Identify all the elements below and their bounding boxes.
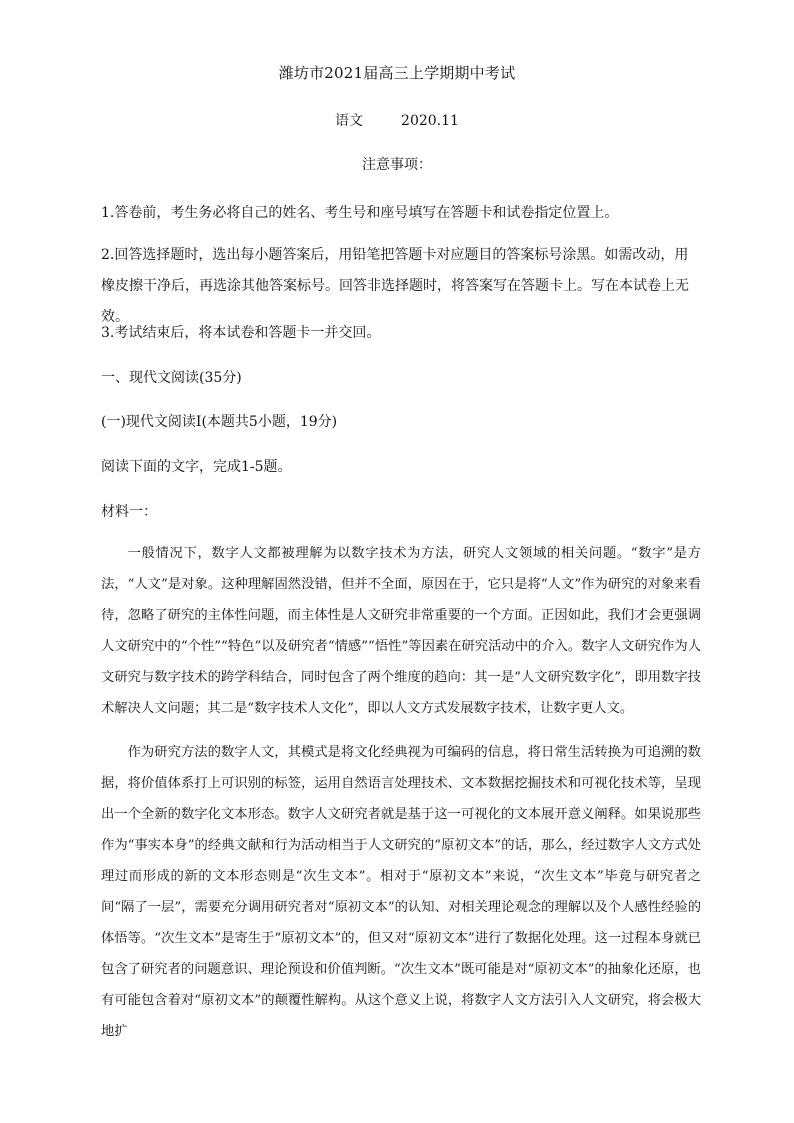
reading-prompt: 阅读下面的文字，完成1-5题。 [101,459,292,475]
body-paragraph-1: 一般情况下，数字人文都被理解为以数字技术为方法，研究人文领域的相关问题。“数字”是方法，“人文”是对象。这种理解固然没错，但并不全面，原因在于，它只是将“人文”作为研究的对象来看待，忽略了研究的主体性问题，而主体性是人文研究非常重要的一个方面。正因如此，我们才会更强调人文研究中的“个性”“特色”以及研究者“情感”“悟性”等因素在研究活动中的介入。数字人文研究作为人文研究与数字技术的跨学科结合，同时包含了两个维度的趋向：其一是“人文研究数字化”，即用数字技术解决人文问题；其二是“数字技术人文化”，即以人文方式发展数字技术，让数字更人文。 [101,546,701,716]
instruction-2: 2.回答选择题时，选出每小题答案后，用铅笔把答题卡对应题目的答案标号涂黑。如需改动，用橡皮擦干净后，再选涂其他答案标号。回答非选择题时，将答案写在答题卡上。写在本试卷上无效。 [101,247,689,325]
exam-subtitle [0,110,794,130]
section-heading: 一、现代文阅读(35分) [101,370,242,386]
instruction-3: 3.考试结束后，将本试卷和答题卡一并交回。 [101,325,381,341]
body-paragraph-2: 作为研究方法的数字人文，其模式是将文化经典视为可编码的信息，将日常生活转换为可追溯的数据，将价值体系打上可识别的标签，运用自然语言处理技术、文本数据挖掘技术和可视化技术等，呈现出一个全新的数字化文本形态。数字人文研究者就是基于这一可视化的文本展开意义阐释。如果说那些作为“事实本身”的经典文献和行为活动相当于人文研究的“原初文本”的话，那么，经过数字人文方式处理过而形成的新的文本形态则是“次生文本”。相对于“原初文本”来说，“次生文本”毕竟与研究者之间“隔了一层”，需要充分调用研究者对“原初文本”的认知、对相关理论观念的理解以及个人感性经验的体悟等。“次生文本”是寄生于“原初文本”的，但又对“原初文本”进行了数据化处理。这一过程本身就已包含了研究者的问题意识、理论预设和价值判断。“次生文本”既可能是对“原初文本”的抽象化还原，也有可能包含着对“原初文本”的颠覆性解构。从这个意义上说，将数字人文方法引入人文研究，将会极大地扩 [101,745,701,1039]
material-label: 材料一： [101,504,157,520]
exam-date: 2020.11 [401,113,459,129]
notice-heading: 注意事项： [362,157,432,173]
exam-title: 潍坊市2021届高三上学期期中考试 [278,64,516,82]
instruction-1: 1.答卷前，考生务必将自己的姓名、考生号和座号填写在答题卡和试卷指定位置上。 [101,205,619,221]
subject-label: 语文 [335,113,364,129]
subsection-heading: (一)现代文阅读Ⅰ(本题共5小题，19分) [101,414,338,430]
